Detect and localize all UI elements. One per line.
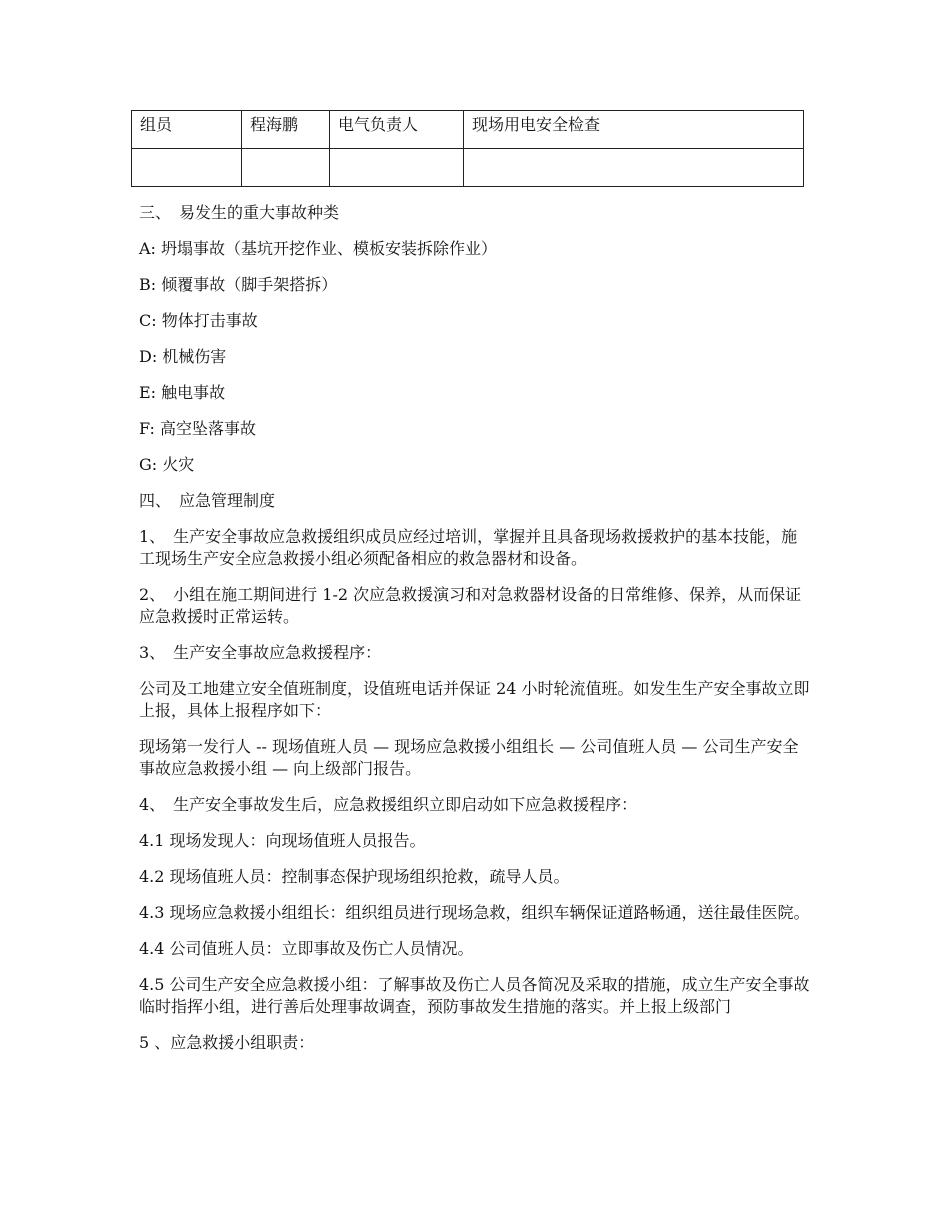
paragraph: 3、 生产安全事故应急救援程序： xyxy=(139,643,382,662)
section-heading: 三、 易发生的重大事故种类 xyxy=(139,203,340,222)
paragraph: 4.4 公司值班人员：立即事故及伤亡人员情况。 xyxy=(139,939,474,958)
section-heading: 四、 应急管理制度 xyxy=(139,491,276,510)
table-cell: 现场用电安全检查 xyxy=(464,111,804,149)
table-cell xyxy=(330,149,464,187)
paragraph: 现场第一发行人 -- 现场值班人员 — 现场应急救援小组组长 — 公司值班人员 — 公司生产安全事故应急救援小组 — 向上级部门报告。 xyxy=(139,737,799,778)
list-item: F: 高空坠落事故 xyxy=(139,419,257,438)
paragraph: 4.1 现场发现人：向现场值班人员报告。 xyxy=(139,831,426,850)
roster-table xyxy=(131,110,804,187)
paragraph: 4、 生产安全事故发生后，应急救援组织立即启动如下应急救援程序： xyxy=(139,795,638,814)
paragraph: 公司及工地建立安全值班制度，设值班电话并保证 24 小时轮流值班。如发生生产安全事故立即上报，具体上报程序如下： xyxy=(139,679,810,720)
list-item: C: 物体打击事故 xyxy=(139,311,258,330)
table-cell: 电气负责人 xyxy=(330,111,464,149)
table-cell xyxy=(464,149,804,187)
paragraph: 4.2 现场值班人员：控制事态保护现场组织抢救，疏导人员。 xyxy=(139,867,570,886)
list-item: G: 火灾 xyxy=(139,455,195,474)
paragraph: 4.5 公司生产安全应急救援小组：了解事故及伤亡人员各简况及采取的措施，成立生产安全事故临时指挥小组，进行善后处理事故调查，预防事故发生措施的落实。并上报上级部门 xyxy=(139,975,810,1016)
paragraph: 2、 小组在施工期间进行 1-2 次应急救援演习和对急救器材设备的日常维修、保养，从而保证应急救援时正常运转。 xyxy=(139,585,802,626)
table-cell: 程海鹏 xyxy=(242,111,330,149)
table-cell xyxy=(242,149,330,187)
table-row xyxy=(132,149,804,187)
list-item: A: 坍塌事故（基坑开挖作业、模板安装拆除作业） xyxy=(139,239,498,258)
table-cell: 组员 xyxy=(132,111,242,149)
paragraph: 1、 生产安全事故应急救援组织成员应经过培训，掌握并且具备现场救援救护的基本技能，施工现场生产安全应急救援小组必须配备相应的救急器材和设备。 xyxy=(139,527,798,568)
table-row xyxy=(132,111,804,149)
paragraph: 5 、应急救援小组职责： xyxy=(139,1033,315,1052)
document-page xyxy=(131,110,811,1068)
list-item: B: 倾覆事故（脚手架搭拆） xyxy=(139,275,338,294)
paragraph: 4.3 现场应急救援小组组长：组织组员进行现场急救，组织车辆保证道路畅通，送往最佳医院。 xyxy=(139,903,810,922)
list-item: D: 机械伤害 xyxy=(139,347,227,366)
list-item: E: 触电事故 xyxy=(139,383,226,402)
table-cell xyxy=(132,149,242,187)
